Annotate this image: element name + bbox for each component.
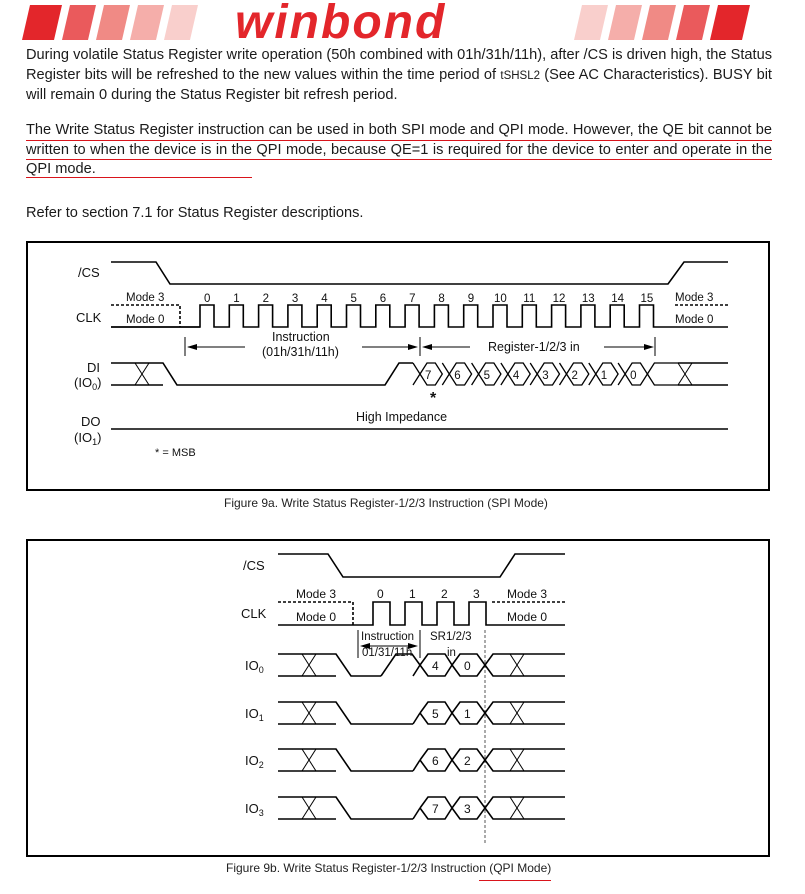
figure-9b-caption: Figure 9b. Write Status Register-1/2/3 Instruction (QPI Mode) xyxy=(226,861,551,875)
instruction-label: Instruction xyxy=(272,330,330,344)
clock-cycle-number: 11 xyxy=(523,293,536,305)
qpi-mode3-right: Mode 3 xyxy=(507,587,548,601)
instruction-value: (01h/31h/11h) xyxy=(262,345,339,359)
clock-cycle-number: 9 xyxy=(467,293,475,305)
data-bit: 4 xyxy=(512,370,520,382)
data-bit: 6 xyxy=(454,370,461,382)
data-bit: 3 xyxy=(542,370,549,382)
qpi-signal-cs: /CS xyxy=(243,558,265,573)
nibble-bit: 2 xyxy=(464,754,471,768)
nibble-bit: 5 xyxy=(432,707,439,721)
qpi-signal-io2: $IO_2$ xyxy=(245,753,264,770)
qpi-mode3-left: Mode 3 xyxy=(296,587,337,601)
signal-label-cs: /CS xyxy=(78,265,100,280)
clock-cycle-number: 14 xyxy=(611,293,624,305)
qpi-signal-io0: $IO_0$ xyxy=(245,658,264,675)
qpi-clock-number: 2 xyxy=(441,587,448,601)
clock-cycle-number: 0 xyxy=(204,293,211,305)
qpi-sr-label: SR1/2/3 xyxy=(430,631,472,643)
clock-cycle-number: 7 xyxy=(409,293,416,305)
tshsl2-param: tSHSL2 xyxy=(500,69,541,82)
clock-cycle-number: 6 xyxy=(379,293,387,305)
clock-cycle-number: 10 xyxy=(494,293,507,305)
io-line xyxy=(278,702,413,724)
qpi-clock-number: 3 xyxy=(473,587,480,601)
paragraph-refer: Refer to section 7.1 for Status Register descriptions. xyxy=(26,205,364,221)
nibble-bit: 3 xyxy=(464,802,471,816)
qpi-sr-in-label: in xyxy=(447,647,456,659)
paragraph-qpi-note: The Write Status Register instruction can be used in both SPI mode and QPI mode. However, the QE bit cannot be written to when the device is in the QPI mode, because QE=1 is required for the device to enter and operate in the QPI mode. xyxy=(26,122,772,177)
clock-cycle-number: 12 xyxy=(552,293,566,305)
clock-cycle-number: 4 xyxy=(321,293,328,305)
msb-legend: * = MSB xyxy=(155,447,196,459)
signal-label-clk: CLK xyxy=(76,310,102,325)
signal-label-io1: $(IO_1)$ xyxy=(74,430,102,447)
data-bit: 5 xyxy=(483,370,491,382)
qpi-signal-clk: CLK xyxy=(241,606,267,621)
paragraph-refresh: During volatile Status Register write operation (50h combined with 01h/31h/11h), after /CS is driven high, the Status Register bits will be refreshed to the new values within the time period of tSHSL2 (See AC Characteristics). BUSY bit will remain 0 during the Status Register bit refresh period. xyxy=(26,47,772,103)
figure-9a-caption: Figure 9a. Write Status Register-1/2/3 Instruction (SPI Mode) xyxy=(224,496,548,510)
qpi-instruction-label: Instruction xyxy=(361,631,415,643)
high-impedance-label: High Impedance xyxy=(356,410,448,424)
data-bit: 7 xyxy=(425,370,432,382)
qpi-mode0-right: Mode 0 xyxy=(507,610,548,624)
nibble-bit: 7 xyxy=(432,802,439,816)
io-line xyxy=(278,797,413,819)
signal-label-di: DI xyxy=(87,360,100,375)
nibble-bit: 0 xyxy=(464,659,471,673)
qpi-signal-io1: $IO_1$ xyxy=(245,706,264,723)
qpi-clock-number: 1 xyxy=(409,587,416,601)
signal-label-io0: $(IO_0)$ xyxy=(74,375,102,392)
clock-cycle-number: 13 xyxy=(581,293,595,305)
clock-cycle-number: 1 xyxy=(233,293,240,305)
qpi-signal-io3: $IO_3$ xyxy=(245,801,264,818)
clock-cycle-number: 15 xyxy=(640,293,654,305)
msb-star-icon: * xyxy=(430,390,437,407)
nibble-bit: 6 xyxy=(432,754,439,768)
clock-cycle-number: 5 xyxy=(350,293,357,305)
mode0-label-right: Mode 0 xyxy=(675,314,714,326)
brand-wordmark: winbond xyxy=(235,0,447,46)
clock-cycle-number: 3 xyxy=(291,293,299,305)
signal-label-do: DO xyxy=(81,414,101,429)
data-bit: 1 xyxy=(600,370,608,382)
qpi-instruction-value: 01/31/11h xyxy=(362,647,413,659)
register-in-label: Register-1/2/3 in xyxy=(488,340,580,354)
io-line xyxy=(278,749,413,771)
data-bit: 0 xyxy=(630,370,637,382)
nibble-bit: 4 xyxy=(432,659,439,673)
clock-cycle-number: 2 xyxy=(262,293,270,305)
nibble-bit: 1 xyxy=(464,707,471,721)
clock-cycle-number: 8 xyxy=(438,293,445,305)
mode3-label-left: Mode 3 xyxy=(126,292,165,304)
qpi-clock-number: 0 xyxy=(377,587,384,601)
mode3-label-right: Mode 3 xyxy=(675,292,714,304)
data-bit: 2 xyxy=(571,370,578,382)
qpi-mode0-left: Mode 0 xyxy=(296,610,337,624)
mode0-label-left: Mode 0 xyxy=(126,314,165,326)
